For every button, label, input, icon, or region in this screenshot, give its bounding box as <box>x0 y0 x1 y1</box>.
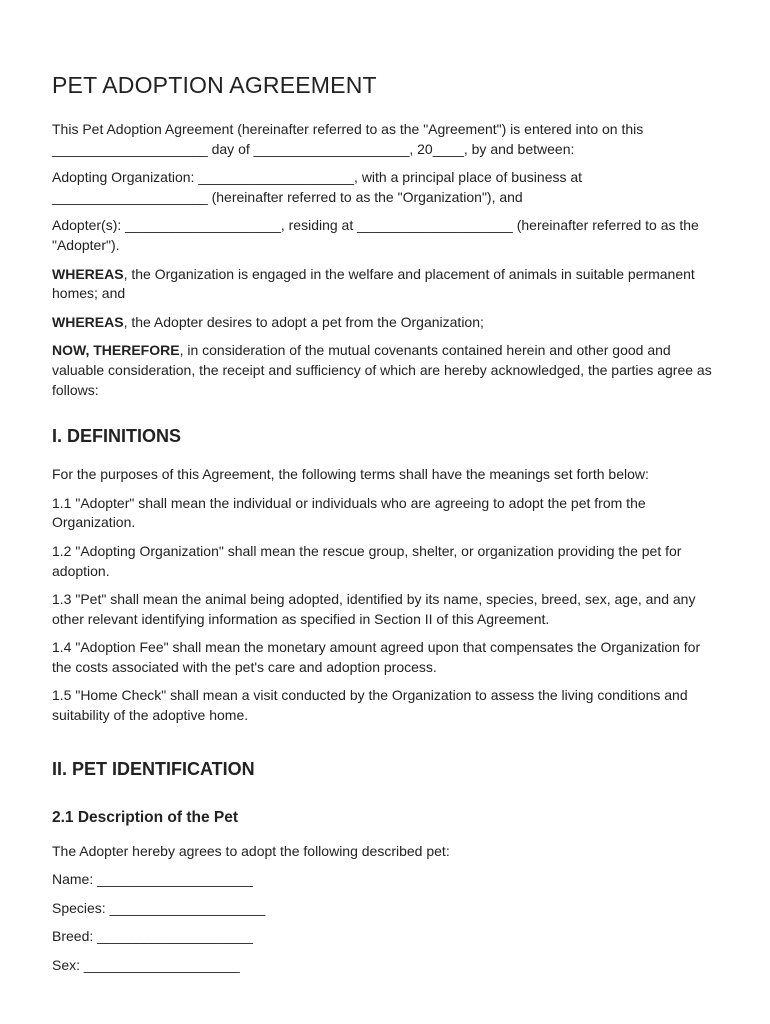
definition-item-pet: 1.3 "Pet" shall mean the animal being adopted, identified by its name, species, breed, sex, age, and any other relevant identifying information as specified in Section II of this Agreement. <box>52 591 696 627</box>
now-therefore-clause <box>52 341 722 400</box>
intro-paragraph-date: This Pet Adoption Agreement (hereinafter referred to as the "Agreement") is entered into on this ____________________ day of ____________________, 20____, by and between: <box>52 121 644 157</box>
subsection-heading-description: 2.1 Description of the Pet <box>52 808 239 826</box>
whereas-clause-organization <box>52 265 722 304</box>
definition-item-adopter: 1.1 "Adopter" shall mean the individual or individuals who are agreeing to adopt the pet from the Organization. <box>52 494 646 531</box>
intro-paragraph-adopter: Adopter(s): ____________________, residing at ____________________ (hereinafter referred to as the "Adopter"). <box>52 217 699 253</box>
definition-item-home-check: 1.5 "Home Check" shall mean a visit conducted by the Organization to assess the living conditions and suitability of the adoptive home. <box>52 687 688 724</box>
pet-description-intro: The Adopter hereby agrees to adopt the following described pet: <box>52 842 450 859</box>
pet-breed-field: Breed: ____________________ <box>52 928 253 945</box>
pet-name-field: Name: ____________________ <box>52 871 253 888</box>
whereas-clause-adopter <box>52 313 722 333</box>
now-therefore-text: , in consideration of the mutual covenants contained herein and other good and valuable consideration, the receipt and sufficiency of which are hereby acknowledged, the parties agree as follows: <box>52 342 712 398</box>
section-heading-pet-identification: II. PET IDENTIFICATION <box>52 758 255 779</box>
whereas-keyword: WHEREAS <box>52 313 124 330</box>
definitions-intro: For the purposes of this Agreement, the following terms shall have the meanings set forth below: <box>52 466 649 483</box>
section-heading-definitions: I. DEFINITIONS <box>52 426 182 447</box>
definition-item-organization: 1.2 "Adopting Organization" shall mean the rescue group, shelter, or organization providing the pet for adoption. <box>52 542 682 579</box>
document-title: PET ADOPTION AGREEMENT <box>52 72 377 98</box>
definition-item-adoption-fee: 1.4 "Adoption Fee" shall mean the monetary amount agreed upon that compensates the Organization for the costs associated with the pet's care and adoption process. <box>52 639 701 675</box>
intro-paragraph-organization: Adopting Organization: ____________________, with a principal place of business at ____________________ (hereinafter referred to as the "Organization"), and <box>52 169 583 205</box>
now-therefore-keyword: NOW, THEREFORE <box>52 342 180 359</box>
whereas-keyword: WHEREAS <box>52 265 124 282</box>
pet-sex-field: Sex: ____________________ <box>52 957 240 974</box>
document-page <box>52 70 722 985</box>
pet-species-field: Species: ____________________ <box>52 899 266 916</box>
whereas-text: , the Organization is engaged in the welfare and placement of animals in suitable permanent homes; and <box>52 265 695 302</box>
whereas-text: , the Adopter desires to adopt a pet from the Organization; <box>123 313 484 330</box>
